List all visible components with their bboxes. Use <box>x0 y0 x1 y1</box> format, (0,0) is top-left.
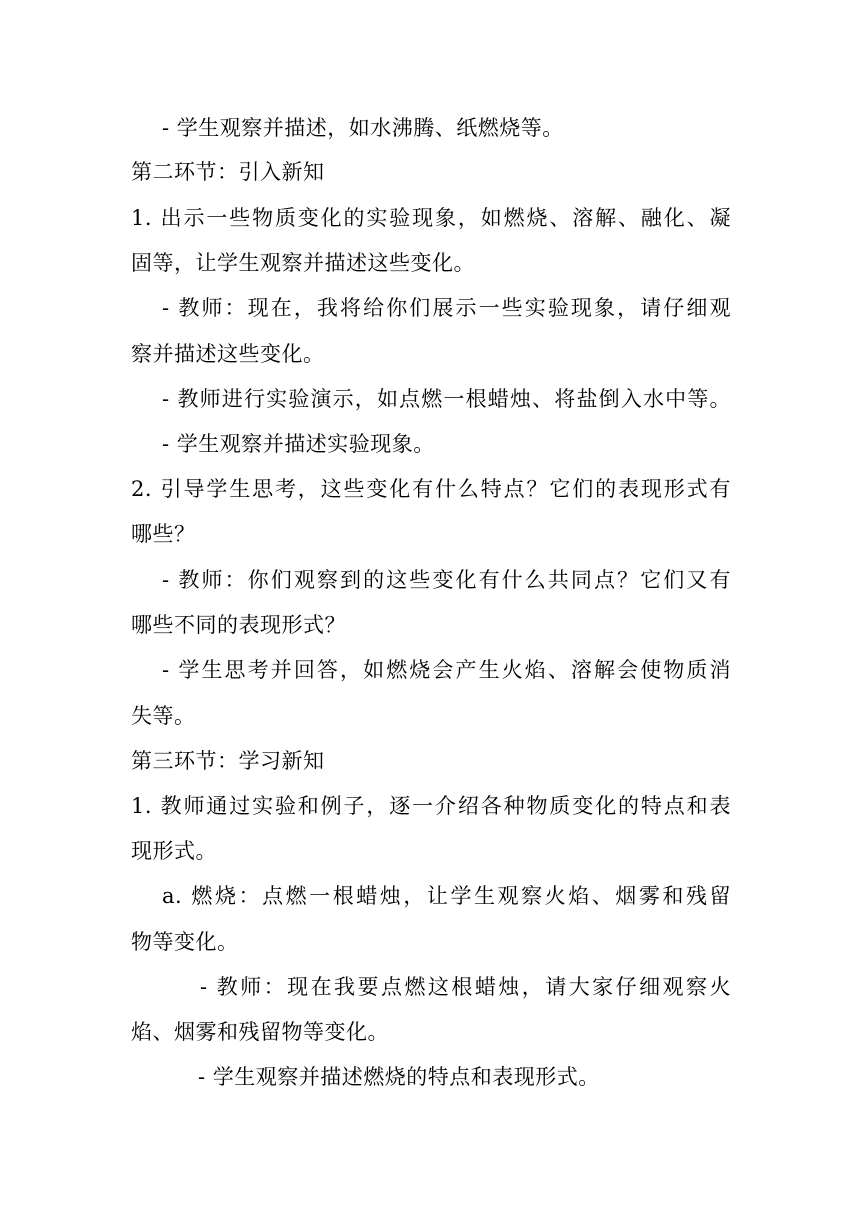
text-line: - 教师：现在，我将给你们展示一些实验现象，请仔细观 <box>162 296 731 320</box>
text-line: 哪些？ <box>131 522 196 546</box>
text-line: 焰、烟雾和残留物等变化。 <box>131 1020 389 1044</box>
text-line: - 学生观察并描述燃烧的特点和表现形式。 <box>198 1065 600 1089</box>
text-line: - 教师：你们观察到的这些变化有什么共同点？它们又有 <box>162 568 731 592</box>
text-line: 失等。 <box>131 704 196 728</box>
text-line: 物等变化。 <box>131 930 239 954</box>
text-line: - 学生观察并描述，如水沸腾、纸燃烧等。 <box>162 116 564 140</box>
text-line: 1. 出示一些物质变化的实验现象，如燃烧、溶解、融化、凝 <box>131 206 731 230</box>
text-line: - 教师进行实验演示，如点燃一根蜡烛、将盐倒入水中等。 <box>162 387 731 411</box>
section-heading: 第二环节：引入新知 <box>131 160 325 184</box>
text-line: a. 燃烧：点燃一根蜡烛，让学生观察火焰、烟雾和残留 <box>162 884 731 908</box>
text-line: - 教师：现在我要点燃这根蜡烛，请大家仔细观察火 <box>200 975 731 999</box>
text-line: 现形式。 <box>131 839 217 863</box>
text-line: 1. 教师通过实验和例子，逐一介绍各种物质变化的特点和表 <box>131 794 731 818</box>
text-line: 察并描述这些变化。 <box>131 342 325 366</box>
text-line: - 学生观察并描述实验现象。 <box>162 432 435 456</box>
section-heading: 第三环节：学习新知 <box>131 749 325 773</box>
text-line: 哪些不同的表现形式？ <box>131 613 346 637</box>
text-line: 固等，让学生观察并描述这些变化。 <box>131 251 475 275</box>
text-line: - 学生思考并回答，如燃烧会产生火焰、溶解会使物质消 <box>162 658 731 682</box>
text-line: 2. 引导学生思考，这些变化有什么特点？它们的表现形式有 <box>131 477 731 501</box>
